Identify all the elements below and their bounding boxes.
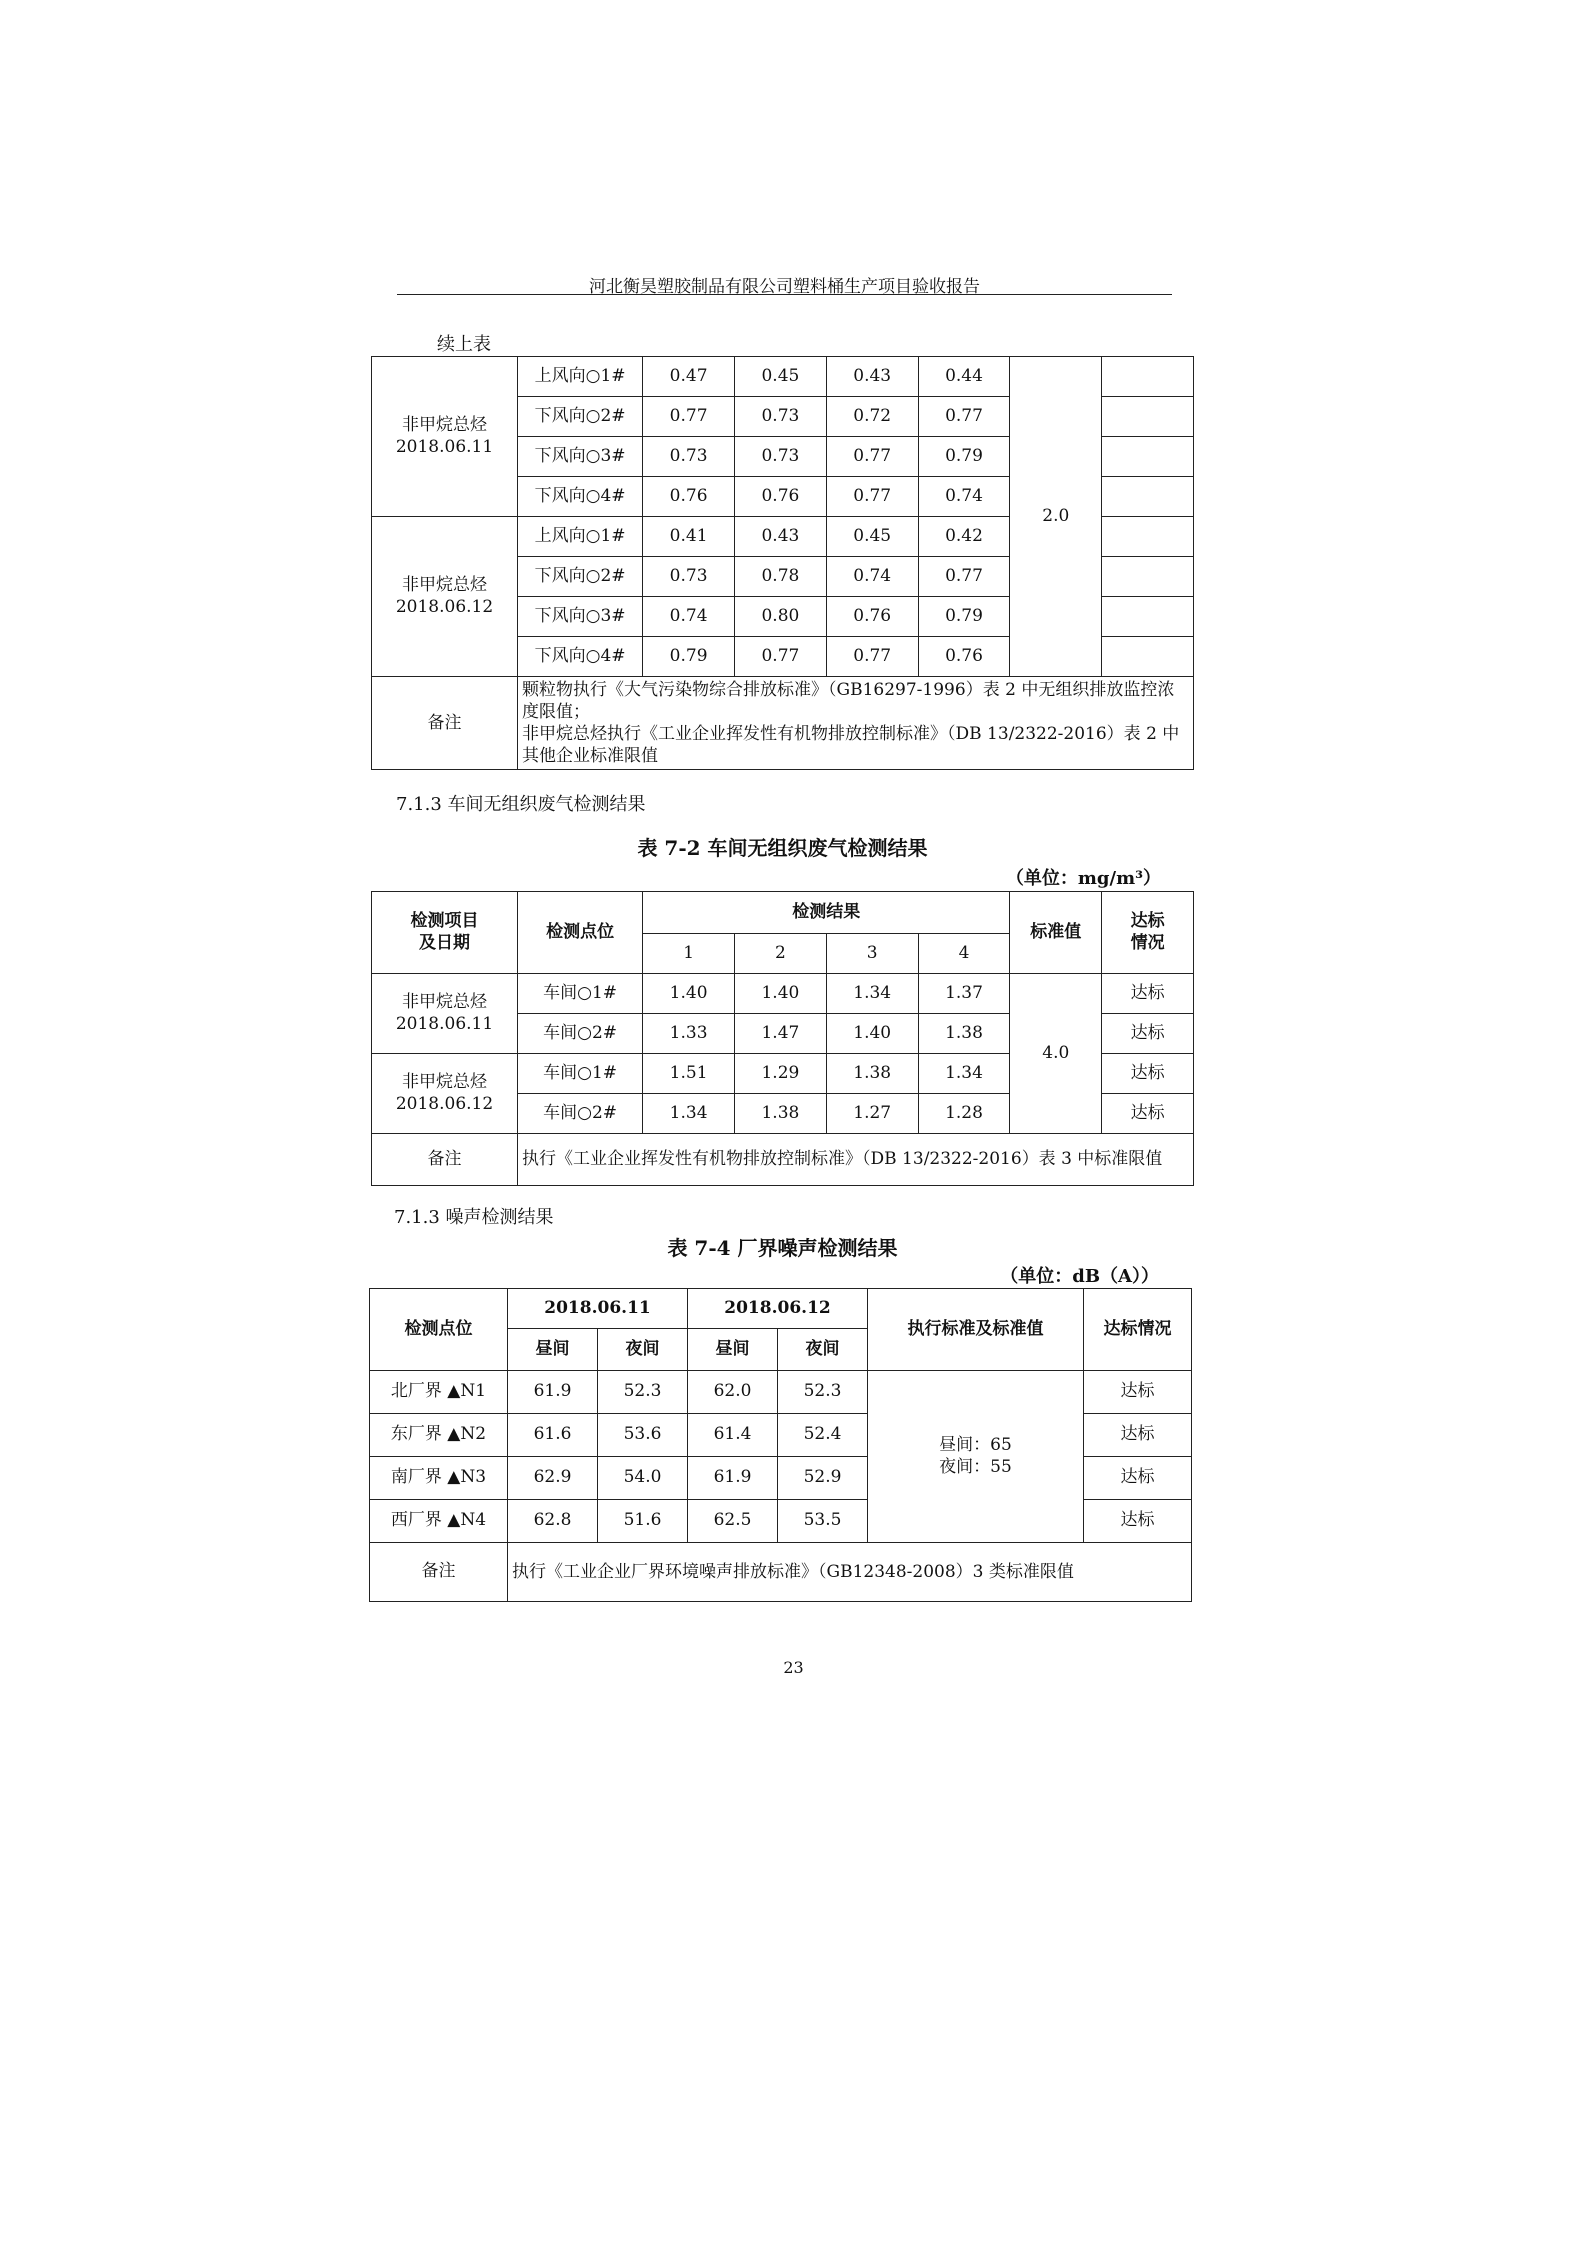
value-cell: 1.38 xyxy=(826,1054,918,1094)
status-cell xyxy=(1102,357,1194,397)
header-row xyxy=(370,1289,1192,1329)
section-heading: 7.1.3 车间无组织废气检测结果 xyxy=(396,794,646,815)
header-row xyxy=(372,892,1194,934)
section-heading: 7.1.3 噪声检测结果 xyxy=(394,1207,554,1228)
header-rule xyxy=(397,294,1172,295)
point-cell: 下风向○2# xyxy=(518,397,643,437)
value-cell: 61.6 xyxy=(508,1414,598,1457)
standard-cell: 4.0 xyxy=(1010,974,1102,1134)
status-cell xyxy=(1102,517,1194,557)
value-cell: 0.43 xyxy=(826,357,918,397)
value-cell: 1.34 xyxy=(918,1054,1010,1094)
value-cell: 0.77 xyxy=(918,397,1010,437)
value-cell: 52.3 xyxy=(778,1371,868,1414)
value-cell: 62.8 xyxy=(508,1500,598,1543)
header-status: 达标情况 xyxy=(1084,1289,1192,1371)
point-cell: 上风向○1# xyxy=(518,357,643,397)
header-standard: 执行标准及标准值 xyxy=(868,1289,1084,1371)
status-cell xyxy=(1102,557,1194,597)
value-cell: 51.6 xyxy=(598,1500,688,1543)
item-date-cell: 非甲烷总烃 2018.06.11 xyxy=(372,357,518,517)
standard-cell: 2.0 xyxy=(1010,357,1102,677)
header-col: 2 xyxy=(735,934,827,974)
header-night: 夜间 xyxy=(778,1329,868,1371)
value-cell: 0.42 xyxy=(918,517,1010,557)
page-number: 23 xyxy=(783,1658,804,1677)
header-point: 检测点位 xyxy=(518,892,643,974)
value-cell: 1.38 xyxy=(918,1014,1010,1054)
continued-caption: 续上表 xyxy=(437,334,491,355)
page-header: 河北衡昊塑胶制品有限公司塑料桶生产项目验收报告 xyxy=(589,277,980,297)
table-title: 表 7-2 车间无组织废气检测结果 xyxy=(637,836,928,860)
value-cell: 1.40 xyxy=(643,974,735,1014)
header-day: 昼间 xyxy=(688,1329,778,1371)
value-cell: 1.38 xyxy=(735,1094,827,1134)
point-cell: 下风向○4# xyxy=(518,637,643,677)
point-cell: 下风向○4# xyxy=(518,477,643,517)
status-cell: 达标 xyxy=(1102,1094,1194,1134)
value-cell: 1.27 xyxy=(826,1094,918,1134)
note-label: 备注 xyxy=(370,1543,508,1602)
status-cell xyxy=(1102,437,1194,477)
header-col: 4 xyxy=(918,934,1010,974)
header-date: 2018.06.11 xyxy=(508,1289,688,1329)
item-date-cell: 非甲烷总烃 2018.06.11 xyxy=(372,974,518,1054)
point-cell: 车间○2# xyxy=(518,1014,643,1054)
status-cell: 达标 xyxy=(1102,974,1194,1014)
value-cell: 0.74 xyxy=(643,597,735,637)
value-cell: 52.3 xyxy=(598,1371,688,1414)
status-cell: 达标 xyxy=(1102,1054,1194,1094)
header-night: 夜间 xyxy=(598,1329,688,1371)
value-cell: 0.73 xyxy=(643,437,735,477)
note-row xyxy=(372,1134,1194,1186)
header-date: 2018.06.12 xyxy=(688,1289,868,1329)
status-cell xyxy=(1102,597,1194,637)
point-cell: 车间○1# xyxy=(518,974,643,1014)
header-col: 3 xyxy=(826,934,918,974)
value-cell: 1.29 xyxy=(735,1054,827,1094)
value-cell: 52.9 xyxy=(778,1457,868,1500)
value-cell: 0.76 xyxy=(918,637,1010,677)
value-cell: 0.44 xyxy=(918,357,1010,397)
status-cell: 达标 xyxy=(1102,1014,1194,1054)
header-item: 检测项目 及日期 xyxy=(372,892,518,974)
value-cell: 54.0 xyxy=(598,1457,688,1500)
value-cell: 0.45 xyxy=(735,357,827,397)
status-cell xyxy=(1102,637,1194,677)
point-cell: 北厂界 ▲N1 xyxy=(370,1371,508,1414)
value-cell: 1.33 xyxy=(643,1014,735,1054)
note-label: 备注 xyxy=(372,1134,518,1186)
value-cell: 1.34 xyxy=(643,1094,735,1134)
value-cell: 0.45 xyxy=(826,517,918,557)
value-cell: 0.79 xyxy=(918,597,1010,637)
value-cell: 0.73 xyxy=(643,557,735,597)
value-cell: 53.5 xyxy=(778,1500,868,1543)
value-cell: 1.47 xyxy=(735,1014,827,1054)
value-cell: 1.34 xyxy=(826,974,918,1014)
status-cell: 达标 xyxy=(1084,1371,1192,1414)
status-cell: 达标 xyxy=(1084,1414,1192,1457)
header-col: 1 xyxy=(643,934,735,974)
value-cell: 0.77 xyxy=(826,477,918,517)
value-cell: 0.76 xyxy=(643,477,735,517)
value-cell: 0.77 xyxy=(826,637,918,677)
table-unit: （单位：mg/m³） xyxy=(1005,868,1161,889)
note-text: 执行《工业企业厂界环境噪声排放标准》（GB12348-2008）3 类标准限值 xyxy=(508,1543,1192,1602)
value-cell: 53.6 xyxy=(598,1414,688,1457)
noise-table xyxy=(369,1288,1192,1602)
header-standard: 标准值 xyxy=(1010,892,1102,974)
value-cell: 52.4 xyxy=(778,1414,868,1457)
value-cell: 0.47 xyxy=(643,357,735,397)
value-cell: 0.77 xyxy=(826,437,918,477)
header-status: 达标 情况 xyxy=(1102,892,1194,974)
point-cell: 下风向○3# xyxy=(518,437,643,477)
point-cell: 车间○2# xyxy=(518,1094,643,1134)
value-cell: 0.78 xyxy=(735,557,827,597)
note-text: 执行《工业企业挥发性有机物排放控制标准》（DB 13/2322-2016）表 3 中标准限值 xyxy=(518,1134,1194,1186)
value-cell: 0.77 xyxy=(735,637,827,677)
value-cell: 0.73 xyxy=(735,437,827,477)
header-day: 昼间 xyxy=(508,1329,598,1371)
value-cell: 61.9 xyxy=(688,1457,778,1500)
point-cell: 车间○1# xyxy=(518,1054,643,1094)
value-cell: 1.28 xyxy=(918,1094,1010,1134)
value-cell: 61.4 xyxy=(688,1414,778,1457)
point-cell: 上风向○1# xyxy=(518,517,643,557)
note-label: 备注 xyxy=(372,677,518,770)
header-result: 检测结果 xyxy=(643,892,1010,934)
value-cell: 0.41 xyxy=(643,517,735,557)
value-cell: 0.43 xyxy=(735,517,827,557)
value-cell: 0.79 xyxy=(918,437,1010,477)
table-row xyxy=(370,1371,1192,1414)
value-cell: 1.40 xyxy=(826,1014,918,1054)
status-cell xyxy=(1102,477,1194,517)
table-row xyxy=(372,357,1194,397)
note-row xyxy=(370,1543,1192,1602)
point-cell: 南厂界 ▲N3 xyxy=(370,1457,508,1500)
point-cell: 东厂界 ▲N2 xyxy=(370,1414,508,1457)
item-date-cell: 非甲烷总烃 2018.06.12 xyxy=(372,517,518,677)
note-text: 颗粒物执行《大气污染物综合排放标准》（GB16297-1996）表 2 中无组织排放监控浓度限值； 非甲烷总烃执行《工业企业挥发性有机物排放控制标准》（DB 13/2322-2016）表 2 中其他企业标准限值 xyxy=(518,677,1194,770)
value-cell: 0.77 xyxy=(643,397,735,437)
item-date-cell: 非甲烷总烃 2018.06.12 xyxy=(372,1054,518,1134)
table-row xyxy=(372,974,1194,1014)
standard-cell: 昼间：65 夜间：55 xyxy=(868,1371,1084,1543)
value-cell: 0.73 xyxy=(735,397,827,437)
point-cell: 下风向○3# xyxy=(518,597,643,637)
value-cell: 0.76 xyxy=(735,477,827,517)
value-cell: 1.37 xyxy=(918,974,1010,1014)
continued-table xyxy=(371,356,1194,770)
table-title: 表 7-4 厂界噪声检测结果 xyxy=(667,1236,898,1260)
value-cell: 62.9 xyxy=(508,1457,598,1500)
note-row xyxy=(372,677,1194,770)
workshop-table xyxy=(371,891,1194,1186)
value-cell: 0.80 xyxy=(735,597,827,637)
value-cell: 0.72 xyxy=(826,397,918,437)
value-cell: 0.74 xyxy=(918,477,1010,517)
value-cell: 0.76 xyxy=(826,597,918,637)
point-cell: 下风向○2# xyxy=(518,557,643,597)
value-cell: 62.5 xyxy=(688,1500,778,1543)
status-cell: 达标 xyxy=(1084,1457,1192,1500)
point-cell: 西厂界 ▲N4 xyxy=(370,1500,508,1543)
status-cell xyxy=(1102,397,1194,437)
header-point: 检测点位 xyxy=(370,1289,508,1371)
status-cell: 达标 xyxy=(1084,1500,1192,1543)
value-cell: 61.9 xyxy=(508,1371,598,1414)
value-cell: 0.79 xyxy=(643,637,735,677)
table-unit: （单位：dB（A）） xyxy=(1000,1266,1159,1287)
value-cell: 0.74 xyxy=(826,557,918,597)
value-cell: 1.40 xyxy=(735,974,827,1014)
value-cell: 0.77 xyxy=(918,557,1010,597)
value-cell: 62.0 xyxy=(688,1371,778,1414)
value-cell: 1.51 xyxy=(643,1054,735,1094)
